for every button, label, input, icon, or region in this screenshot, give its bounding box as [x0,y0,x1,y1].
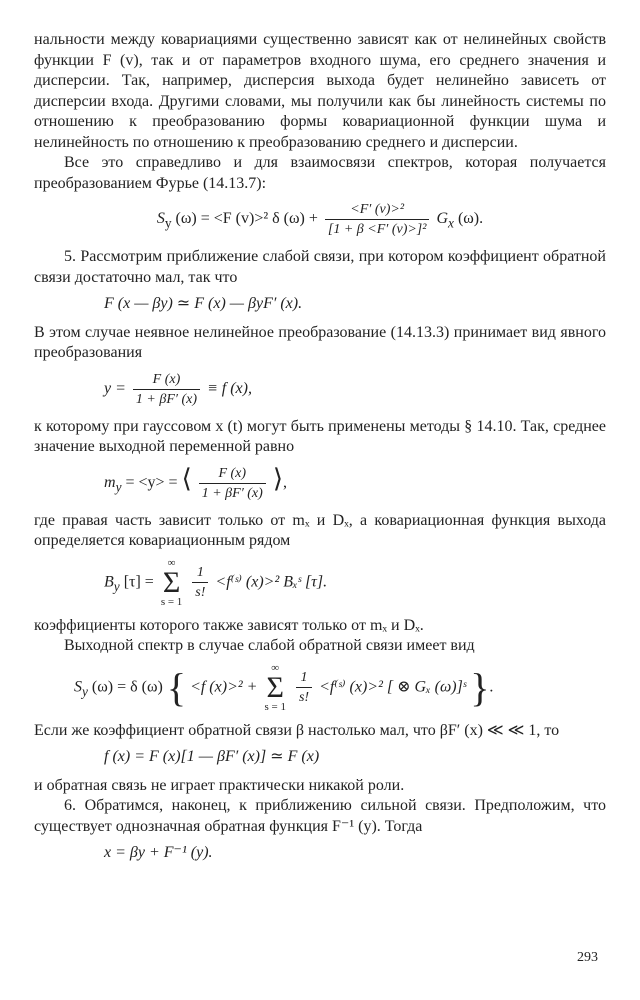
equation-no-feedback: f (x) = F (x)[1 — βF′ (x)] ≃ F (x) [104,748,320,765]
paragraph-6: где правая часть зависит только от mₓ и Dₓ, а ковариационная функция выхода определяется ковариационным рядом [34,511,606,549]
sum-sign: ∞ Σ s = 1 [264,661,286,713]
equation-output-spectrum: $S_y$ (ω) = δ (ω) { <f (x)>² + ∞ Σ s = 1 $\frac{1}{s!}$ <f⁽ˢ⁾ (x)>² [ ⊗ Gₓ (ω)]ˢ }. [74,661,494,713]
paragraph-9: Если же коэффициент обратной связи β настолько мал, что βF′ (x) ≪ ≪ 1, то [34,721,560,739]
equation-weak-coupling: F (x — βy) ≃ F (x) — βyF′ (x). [104,295,303,312]
fraction: $\frac{F (x)}{1 + \beta F' (x)}$ [199,464,266,503]
paragraph-4: В этом случае неявное нелинейное преобразование (14.13.3) принимает вид явного преобразования [34,323,606,361]
fraction: $\frac{1}{s!}$ [192,563,208,602]
fraction: $\frac{F (x)}{1 + \beta F' (x)}$ [133,370,200,409]
paragraph-7: коэффициенты которого также зависят только от mₓ и Dₓ. [34,616,424,634]
paragraph-11: 6. Обратимся, наконец, к приближению сильной связи. Предположим, что существует однозначная обратная функция F⁻¹ (y). Тогда [34,797,606,835]
paragraph-5: к которому при гауссовом x (t) могут быть применены методы § 14.10. Так, среднее значение выходной переменной равно [34,417,606,455]
paragraph-1: нальности между ковариациями существенно зависят как от нелинейных свойств функции F (v), так и от параметров входного шума, его среднего значения и дисперсии. Так, например, дисперсия выхода будет нелинейно зависеть от дисперсии входа. Другими словами, мы получили как бы линейность системы по отношению к преобразованию формы ковариационной функции шума и нелинейность по отношению к преобразованию среднего и дисперсии. [34,31,606,151]
paragraph-2: Все это справедливо и для взаимосвязи спектров, которая получается преобразованием Фурье (14.13.7): [34,154,606,192]
equation-strong-coupling: x = βy + F⁻¹ (y). [104,844,213,861]
equation-explicit-transform: y = $\frac{F (x)}{1 + \beta F' (x)}$ ≡ f (x), [104,371,252,407]
equation-mean: $m_y = <y>$ = ⟨ $\frac{F (x)}{1 + \beta F' (x)}$ ⟩, [104,463,287,501]
page-number: 293 [577,950,598,965]
paragraph-10: и обратная связь не играет практически никакой роли. [34,776,405,794]
paragraph-8: Выходной спектр в случае слабой обратной связи имеет вид [64,637,475,654]
equation-covariance-series: $B_y$ [τ] = ∞ Σ s = 1 $\frac{1}{s!}$ <f⁽ˢ⁾ (x)>² Bₓˢ [τ]. [104,556,328,608]
sum-sign: ∞ Σ s = 1 [160,556,183,608]
paragraph-3: 5. Рассмотрим приближение слабой связи, при котором коэффициент обратной связи достаточно мал, так что [34,248,606,286]
fraction: $\frac{1}{s!}$ [296,668,312,707]
equation-spectrum: $S_y$ (ω) = <F (v)>² δ (ω) + $\frac{\text{<F′ (v)>²}}{\text{[1 + β <F′ (v)>]²}}$ $G_x$ (ω). [156,202,484,237]
fraction: $\frac{\text{<F′ (v)>²}}{\text{[1 + β <F′ (v)>]²}}$ [325,200,430,239]
